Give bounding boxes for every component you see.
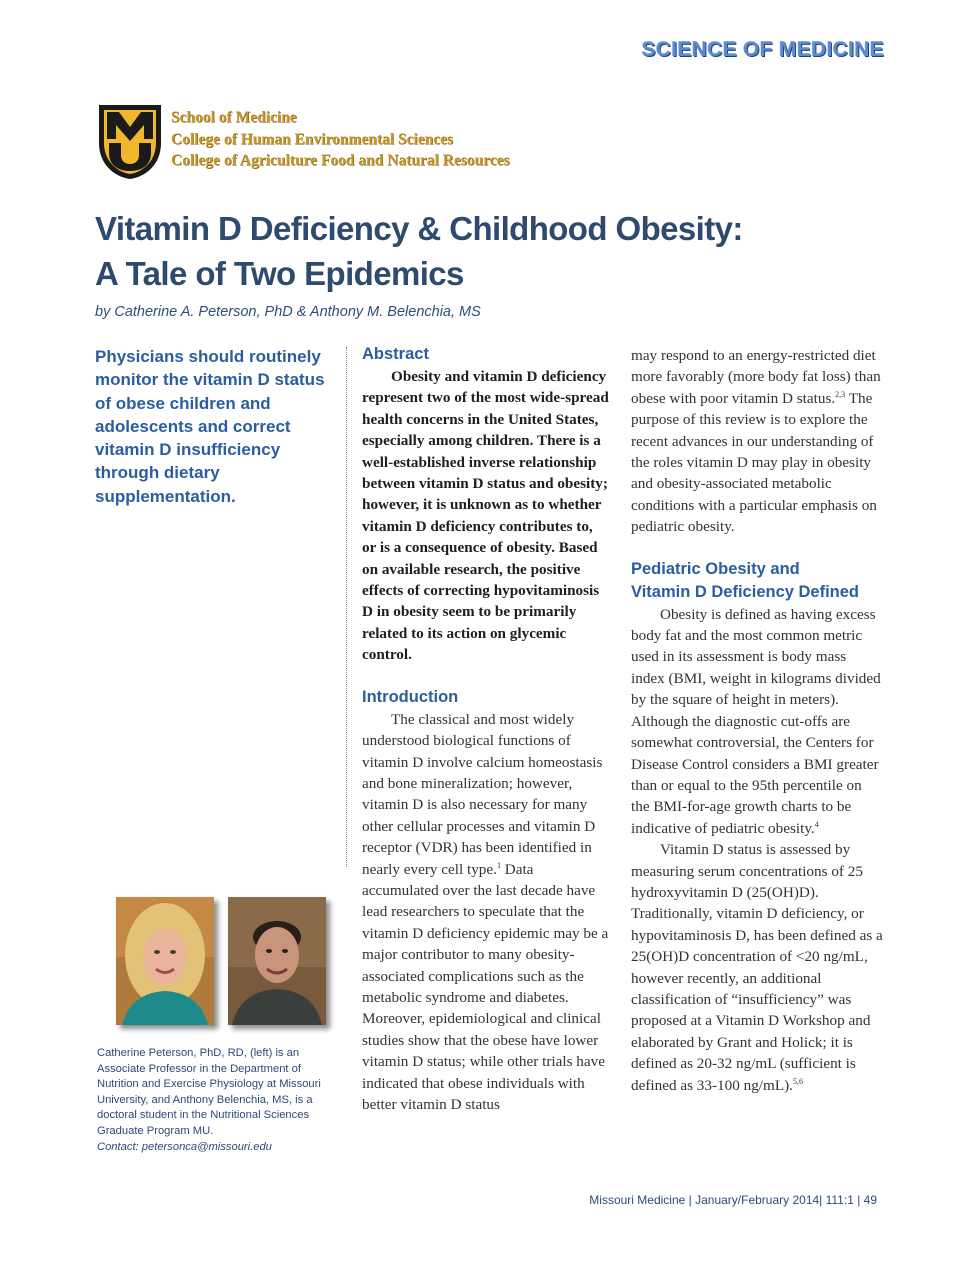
affiliations xyxy=(171,107,510,172)
abstract-text: Obesity and vitamin D deficiency represent two of the most wide-spread health concerns in the United States, especially among children. There is a well-established inverse relationship between vitamin D status and obesity; however, it is unknown as to whether vitamin D deficiency contributes to, or is a consequence of obesity. Based on available research, the positive effects of correcting hypovitaminosis D in obesity seem to be primarily related to its action on glycemic control. xyxy=(362,368,609,664)
reference-mark: 1 xyxy=(496,860,501,870)
page-footer: Missouri Medicine | January/February 2014| 111:1 | 49 xyxy=(589,1193,877,1207)
intro-cont-a: may respond to an energy-restricted diet more favorably (more body fat loss) than obese with poor vitamin D status. xyxy=(631,347,881,407)
title-line: Vitamin D Deficiency & Childhood Obesity: xyxy=(95,210,743,247)
intro-text-a: The classical and most widely understood biological functions of vitamin D involve calcium homeostasis and bone mineralization; however, vitamin D is also necessary for many other cellular processes and vitamin D receptor (VDR) has been identified in nearly every cell type. xyxy=(362,710,603,878)
section-heading-pediatric-obesity xyxy=(631,558,883,604)
reference-mark: 5,6 xyxy=(792,1076,803,1086)
column-divider xyxy=(346,347,348,867)
author-photo-peterson xyxy=(116,897,214,1025)
author-photo-belenchia xyxy=(228,897,326,1025)
affiliation-line: School of Medicine xyxy=(171,109,297,126)
heading-line: Vitamin D Deficiency Defined xyxy=(631,582,860,601)
vitamin-d-text: Vitamin D status is assessed by measuring serum concentrations of 25 hydroxyvitamin D (25(OH)D). Traditionally, vitamin D deficiency, or hypovitaminosis D, has been defined as a 25(OH)D concentration of <20 ng/mL, however recently, an additional classification of “insufficiency” was proposed at a Vitamin D Workshop and elaborated by Grant and Holick; it is defined as 20-32 ng/mL (sufficient is defined as 33-100 ng/mL). xyxy=(631,841,883,1094)
intro-text-b: Data accumulated over the last decade have lead researchers to speculate that the vitamin D deficiency epidemic may be a major contributor to many obesity-associated complications such as the metabolic syndrome and diabetes. Moreover, epidemiological and clinical studies show that the obese have lower vitamin D status; while other trials have indicated that obese individuals with better vitamin D status xyxy=(362,860,609,1113)
column-right xyxy=(631,345,883,1096)
author-caption xyxy=(97,1046,337,1155)
column-middle xyxy=(362,343,610,1115)
affiliation-line: College of Human Environmental Sciences xyxy=(171,130,454,148)
intro-continued xyxy=(631,345,883,538)
article-title xyxy=(95,206,895,296)
caption-text: Catherine Peterson, PhD, RD, (left) is an Associate Professor in the Department of Nutrition and Exercise Physiology at Missouri University, and Anthony Belenchia, MS, is a doctoral student in the Nutritional Sciences Graduate Program MU. xyxy=(97,1047,321,1137)
title-line: A Tale of Two Epidemics xyxy=(95,255,464,292)
heading-line: Pediatric Obesity and xyxy=(631,559,800,578)
section-label: SCIENCE OF MEDICINE xyxy=(641,38,884,61)
reference-mark: 2,3 xyxy=(835,389,846,399)
abstract-heading: Abstract xyxy=(362,345,429,363)
mu-logo xyxy=(95,103,165,181)
affiliation-line: College of Agriculture Food and Natural Resources xyxy=(171,152,510,169)
vitamin-d-paragraph xyxy=(631,839,883,1096)
contact-email[interactable]: Contact: petersonca@missouri.edu xyxy=(97,1140,272,1153)
introduction-text xyxy=(362,709,610,1116)
intro-cont-b: The purpose of this review is to explore the recent advances in our understanding of the roles vitamin D may play in obesity and obesity-associated metabolic conditions with a particular emphasis on pediatric obesity. xyxy=(631,389,877,536)
byline: by Catherine A. Peterson, PhD & Anthony M. Belenchia, MS xyxy=(95,304,481,320)
reference-mark: 4 xyxy=(814,819,819,829)
introduction-heading: Introduction xyxy=(362,687,459,706)
obesity-text: Obesity is defined as having excess body fat and the most common metric used in its assessment is body mass index (BMI, weight in kilograms divided by the square of height in meters). Although the diagnostic cut-offs are somewhat controversial, the Centers for Disease Control considers a BMI greater than or equal to the 95th percentile on the BMI-for-age growth charts to be indicative of pediatric obesity. xyxy=(631,605,881,837)
obesity-paragraph xyxy=(631,604,883,839)
pull-quote: Physicians should routinely monitor the vitamin D status of obese children and adolescents and correct vitamin D insufficiency through dietary supplementation. xyxy=(95,347,325,506)
